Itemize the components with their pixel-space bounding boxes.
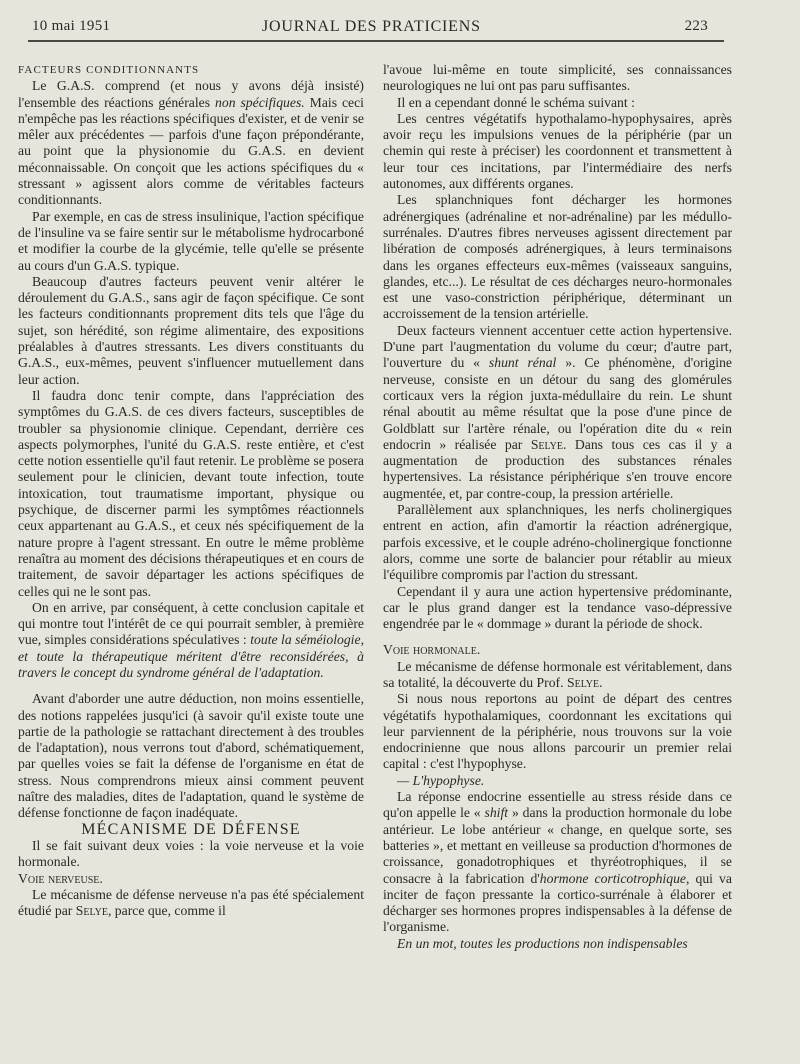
author-name: Selye	[75, 903, 108, 919]
italic-text: non spécifiques.	[215, 94, 305, 110]
text-run: .	[599, 674, 603, 690]
paragraph: Beaucoup d'autres facteurs peuvent venir altérer le déroulement du G.A.S., sans agir de façon spécifique. Ce sont les facteurs conditionnants proprement dits tels que l'âge du sujet, son hérédité, son régime alimentaire, des expositions préalables à d'autres stressants. Les divers constituants du G.A.S., eux-mêmes, peuvent s'influencer mutuellement dans leur action.	[18, 273, 364, 387]
paragraph: Par exemple, en cas de stress insulinique, l'action spécifique de l'insuline va se faire sentir sur le métabolisme hydrocarboné et modifier la courbe de la glycémie, telle qu'elle se présente au cours d'un G.A.S. typique.	[18, 208, 364, 273]
text-run: Deux facteurs viennent accentuer cette action hypertensive. D'une part l'augmentation du volume du cœur; d'autre part, l'ouverture du «	[383, 322, 732, 371]
text-run: ». Ce phénomène, d'origine nerveuse, consiste en un détour du sang des glomérules corticaux vers la région juxta-médullaire du rein. Le shunt rénal aboutit au même résultat que la pose d'une pince de Goldblatt sur l'artère rénale, ou l'opération dite du « rein endocrin » réalisée par	[383, 355, 732, 452]
paragraph: l'avoue lui-même en toute simplicité, ses connaissances neurologiques ne lui ont pas paru suffisantes.	[383, 62, 732, 94]
text-run: , qui va inciter de façon pressante la cortico-surrénale à élaborer et décharger ses hormones propres indispensables à la défense de l'organisme.	[383, 870, 732, 935]
running-header	[0, 14, 800, 40]
paragraph: Il en a cependant donné le schéma suivant :	[397, 94, 635, 110]
italic-text: En un mot, toutes les productions non indispensables	[397, 935, 688, 951]
page-number: 223	[684, 18, 708, 34]
text-run: , parce que, comme il	[107, 903, 226, 919]
journal-title: JOURNAL DES PRATICIENS	[262, 18, 481, 35]
subheading-hypophyse	[383, 773, 732, 789]
paragraph: Si nous nous reportons au point de départ des centres végétatifs hypothalamiques, coordonnant les excitations qui leur parviennent de la périphérie, nous trouvons sur la voie endocrinienne que nous allons parcourir un premier relai capital : c'est l'hypophyse.	[383, 691, 732, 772]
text-run: » dans la production hormonale du lobe antérieur. Le lobe antérieur « change, en quelque sorte, ses batteries », et mettant en veilleuse sa production d'hormones de croissance, gonadotrophiques et thyréotrophiques, il se consacre à la fabrication d'	[383, 805, 732, 886]
text-run: . Dans tous ces cas il y a augmentation de production des substances rénales hypertensives. La résistance périphérique s'en trouve encore augmentée, et, par contre-coup, la pression artérielle.	[383, 436, 732, 501]
italic-text: shift	[484, 805, 509, 821]
paragraph	[383, 659, 732, 692]
paragraph	[383, 323, 732, 502]
paragraph	[18, 600, 364, 681]
paragraph: Cependant il y aura une action hypertensive prédominante, car le plus grand danger est la tendance vaso-dépressive engendrée par le « dommage » durant la période de shock.	[383, 583, 732, 632]
paragraph	[383, 789, 732, 936]
paragraph: Les splanchniques font décharger les hormones adrénergiques (adrénaline et nor-adrénaline) par les médullo-surrénales. D'autres fibres nerveuses agissent directement par libération de composés adrénergiques, à leurs terminaisons dans les organes effecteurs eux-mêmes (vaisseaux sanguins, glandes, etc...). Le résultat de ces décharges neuro-hormonales est une vaso-constriction périphérique, déterminant un accroissement de la tension artérielle.	[383, 192, 732, 322]
subheading-voie-nerveuse: Voie nerveuse.	[18, 870, 103, 886]
header-rule	[28, 40, 724, 42]
text-run: Le mécanisme de défense hormonale est véritablement, dans sa totalité, la découverte du Prof.	[383, 658, 732, 690]
text-run: La réponse endocrine essentielle au stress réside dans ce qu'on appelle le «	[383, 789, 732, 821]
section-heading-facteurs: FACTEURS CONDITIONNANTS	[18, 64, 200, 76]
right-column	[383, 62, 732, 952]
text-run: Le G.A.S. comprend (et nous y avons déjà insisté) l'ensemble des réactions générales	[18, 78, 364, 110]
italic-text: toute la séméiologie, et toute la thérapeutique méritent d'être reconsidérées, à travers le concept du syndrome général de l'adaptation.	[18, 632, 364, 680]
italic-text: hormone corticotrophique	[539, 870, 686, 886]
text-run: On en arrive, par conséquent, à cette conclusion capitale et qui montre tout l'intérêt de ce qui pourrait sembler, à première vue, simples considérations spéculatives :	[18, 599, 364, 648]
paragraph-gap	[18, 681, 364, 691]
paragraph: Il faudra donc tenir compte, dans l'appréciation des symptômes du G.A.S. de ces divers facteurs, susceptibles de troubler sa physionomie clinique. Cependant, derrière ces aspects polymorphes, l'unité du G.A.S. reste entière, et c'est cette notion essentielle qu'il faut retenir. Le problème se posera seulement pour le clinicien, devant toute infection, toute intoxication, tout traumatisme important, physique ou psychique, de discerner parmi les symptômes réactionnels ceux appartenant au G.A.S., et ceux nés spécifiquement de la nature propre à l'agent stressant. En outre le même problème renaîtra au moment des décisions thérapeutiques et en cours de traitement, de savoir départager les actions spécifiques de celles qui ne le sont pas.	[18, 387, 364, 599]
italic-text: — L'hypophyse.	[397, 772, 485, 788]
paragraph	[383, 936, 732, 952]
paragraph: Il se fait suivant deux voies : la voie nerveuse et la voie hormonale.	[18, 837, 364, 870]
italic-text: shunt rénal	[488, 355, 557, 371]
header-date: 10 mai 1951	[32, 18, 111, 34]
left-column	[18, 62, 364, 919]
paragraph: Les centres végétatifs hypothalamo-hypophysaires, après avoir reçu les impulsions venues de la périphérie (par un chemin qui reste à préciser) les coordonnent et transmettent à leur tour ces incitations, par l'intermédiaire des nerfs autonomes, aux différents organes.	[383, 110, 732, 192]
text-run: Mais ceci n'empêche pas les réactions spécifiques d'exister, et de venir se mêler aux précédentes — parfois d'une façon prépondérante, au point que la physionomie du G.A.S. en devient méconnaissable. On conçoit que les actions spécifiques du « stressant » agissent alors comme de véritables facteurs conditionnants.	[18, 94, 364, 208]
paragraph	[18, 887, 364, 920]
paragraph-gap	[383, 632, 732, 642]
section-title: MÉCANISME DE DÉFENSE	[81, 820, 301, 838]
subheading-voie-hormonale: Voie hormonale.	[383, 642, 481, 658]
author-name: Selye	[530, 436, 563, 452]
text-run: Le mécanisme de défense nerveuse n'a pas été spécialement étudié par	[18, 886, 364, 919]
paragraph: Parallèlement aux splanchniques, les nerfs cholinergiques entrent en action, afin d'amortir la réaction adrénergique, parfois excessive, et le couple adréno-cholinergique fonctionne alors, comme une sorte de balancier pour rétablir au mieux l'équilibre compromis par l'action du stressant.	[383, 502, 732, 583]
paragraph: Avant d'aborder une autre déduction, non moins essentielle, des notions rappelées jusqu'ici (à savoir qu'il existe toute une partie de la pathologie se rattachant directement à des troubles de l'adaptation), nous verrons tout d'abord, schématiquement, par quelles voies se fait la défense de l'organisme en état de stress. Nous comprendrons mieux ainsi comment peuvent naître des maladies, dites de l'adaptation, quand le système de défense fonctionne de façon inadéquate.	[18, 691, 364, 821]
paragraph	[18, 78, 364, 208]
author-name: Selye	[566, 674, 600, 690]
